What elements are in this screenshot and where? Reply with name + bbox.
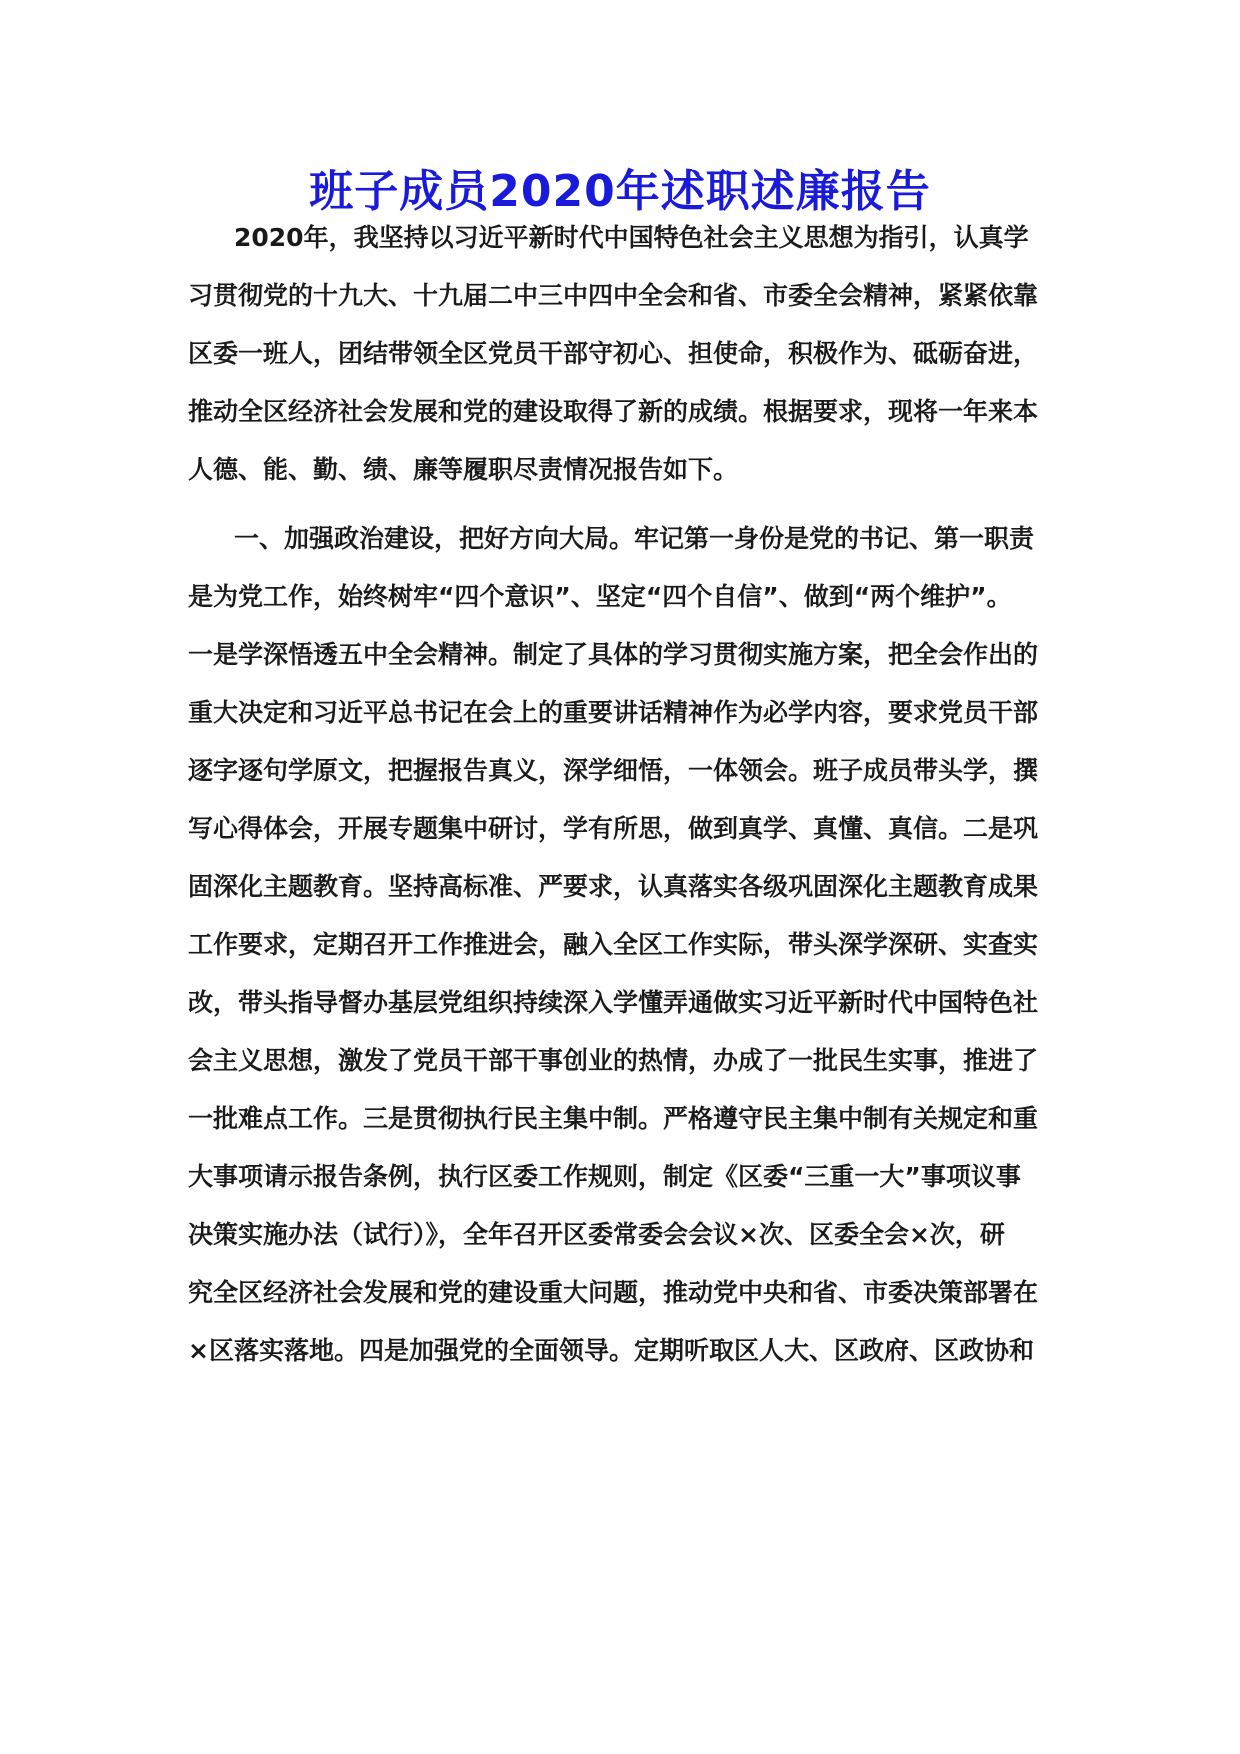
paragraph-line: ×区落实落地。四是加强党的全面领导。定期听取区人大、区政府、区政协和	[188, 1336, 1034, 1365]
paragraph-line: 是为党工作，始终树牢“四个意识”、坚定“四个自信”、做到“两个维护”。	[188, 582, 1012, 611]
paragraph-line: 逐字逐句学原文，把握报告真义，深学细悟，一体领会。班子成员带头学，撰	[188, 756, 1039, 785]
paragraph-line: 推动全区经济社会发展和党的建设取得了新的成绩。根据要求，现将一年来本	[188, 397, 1039, 426]
paragraph-line: 习贯彻党的十九大、十九届二中三中四中全会和省、市委全会精神，紧紧依靠	[188, 281, 1039, 310]
document-title: 班子成员2020年述职述廉报告	[309, 166, 931, 217]
paragraph-line: 固深化主题教育。坚持高标准、严要求，认真落实各级巩固深化主题教育成果	[188, 872, 1039, 901]
paragraph-line: 2020年，我坚持以习近平新时代中国特色社会主义思想为指引，认真学	[234, 223, 1029, 252]
paragraph-line: 工作要求，定期召开工作推进会，融入全区工作实际，带头深学深研、实查实	[188, 930, 1039, 959]
paragraph-line: 一批难点工作。三是贯彻执行民主集中制。严格遵守民主集中制有关规定和重	[188, 1104, 1039, 1133]
paragraph-line: 大事项请示报告条例，执行区委工作规则，制定《区委“三重一大”事项议事	[188, 1162, 1021, 1191]
paragraph-line: 决策实施办法（试行）》，全年召开区委常委会会议×次、区委全会×次，研	[188, 1220, 1005, 1249]
paragraph-line: 重大决定和习近平总书记在会上的重要讲话精神作为必学内容，要求党员干部	[188, 698, 1039, 727]
paragraph-line: 一、加强政治建设，把好方向大局。牢记第一身份是党的书记、第一职责	[234, 524, 1035, 553]
paragraph-line: 人德、能、勤、绩、廉等履职尽责情况报告如下。	[188, 455, 739, 484]
paragraph-line: 一是学深悟透五中全会精神。制定了具体的学习贯彻实施方案，把全会作出的	[188, 640, 1039, 669]
paragraph-line: 会主义思想，激发了党员干部干事创业的热情，办成了一批民生实事，推进了	[188, 1046, 1039, 1075]
paragraph-line: 究全区经济社会发展和党的建设重大问题，推动党中央和省、市委决策部署在	[188, 1278, 1039, 1307]
paragraph-line: 区委一班人，团结带领全区党员干部守初心、担使命，积极作为、砥砺奋进，	[188, 339, 1039, 368]
paragraph-line: 写心得体会，开展专题集中研讨，学有所思，做到真学、真懂、真信。二是巩	[188, 814, 1039, 843]
paragraph-line: 改，带头指导督办基层党组织持续深入学懂弄通做实习近平新时代中国特色社	[188, 988, 1039, 1017]
